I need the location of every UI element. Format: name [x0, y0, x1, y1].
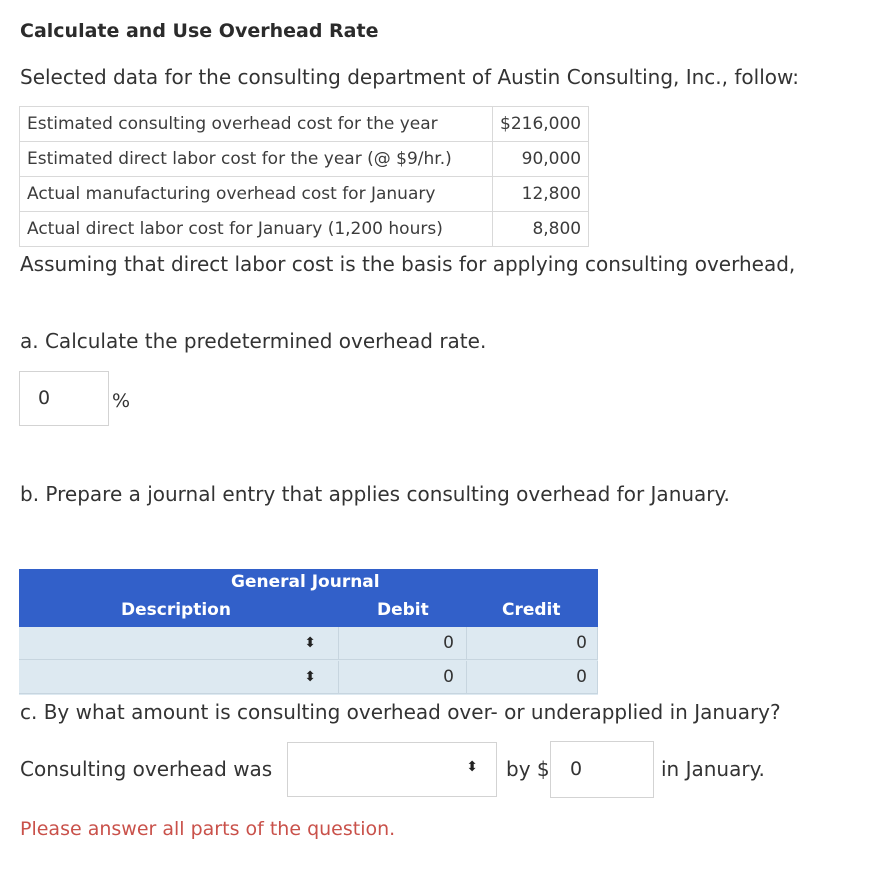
percent-unit: %	[112, 390, 131, 412]
journal-row	[19, 627, 598, 661]
part-c-question: c. By what amount is consulting overhead over- or underapplied in January?	[20, 700, 781, 724]
debit-input[interactable]: 0	[339, 661, 467, 694]
assumption-text: Assuming that direct labor cost is the basis for applying consulting overhead,	[20, 252, 796, 276]
part-a-question: a. Calculate the predetermined overhead rate.	[20, 329, 487, 353]
by-dollar-label: by $	[506, 757, 550, 781]
journal-title: General Journal	[231, 572, 380, 592]
general-journal	[19, 569, 599, 696]
given-value: 8,800	[493, 212, 589, 247]
given-value: 90,000	[493, 142, 589, 177]
table-row	[20, 107, 589, 142]
table-row	[20, 212, 589, 247]
given-label: Actual direct labor cost for January (1,200 hours)	[20, 212, 493, 247]
question-title: Calculate and Use Overhead Rate	[20, 20, 379, 42]
given-value: $216,000	[493, 107, 589, 142]
debit-input[interactable]: 0	[339, 627, 467, 660]
consulting-overhead-label: Consulting overhead was	[20, 757, 273, 781]
given-label: Actual manufacturing overhead cost for January	[20, 177, 493, 212]
description-select[interactable]	[19, 627, 339, 660]
table-row	[20, 142, 589, 177]
intro-text: Selected data for the consulting department of Austin Consulting, Inc., follow:	[20, 65, 799, 89]
part-b-question: b. Prepare a journal entry that applies consulting overhead for January.	[20, 482, 730, 506]
description-select[interactable]	[19, 661, 339, 694]
journal-row	[19, 661, 598, 695]
given-value: 12,800	[493, 177, 589, 212]
select-arrows-icon: ⬍	[466, 759, 478, 775]
amount-input[interactable]: 0	[550, 741, 654, 798]
table-row	[20, 177, 589, 212]
col-credit: Credit	[502, 600, 561, 620]
given-data-table	[19, 106, 589, 247]
credit-input[interactable]: 0	[467, 661, 598, 694]
over-under-select[interactable]	[287, 742, 497, 797]
credit-input[interactable]: 0	[467, 627, 598, 660]
in-january-label: in January.	[661, 757, 765, 781]
warning-message: Please answer all parts of the question.	[20, 818, 396, 840]
given-label: Estimated direct labor cost for the year (@ $9/hr.)	[20, 142, 493, 177]
col-description: Description	[121, 600, 231, 620]
col-debit: Debit	[377, 600, 429, 620]
journal-header	[19, 569, 598, 627]
select-arrows-icon: ⬍	[304, 635, 316, 651]
overhead-rate-input[interactable]: 0	[19, 371, 109, 426]
given-label: Estimated consulting overhead cost for the year	[20, 107, 493, 142]
select-arrows-icon: ⬍	[304, 669, 316, 685]
